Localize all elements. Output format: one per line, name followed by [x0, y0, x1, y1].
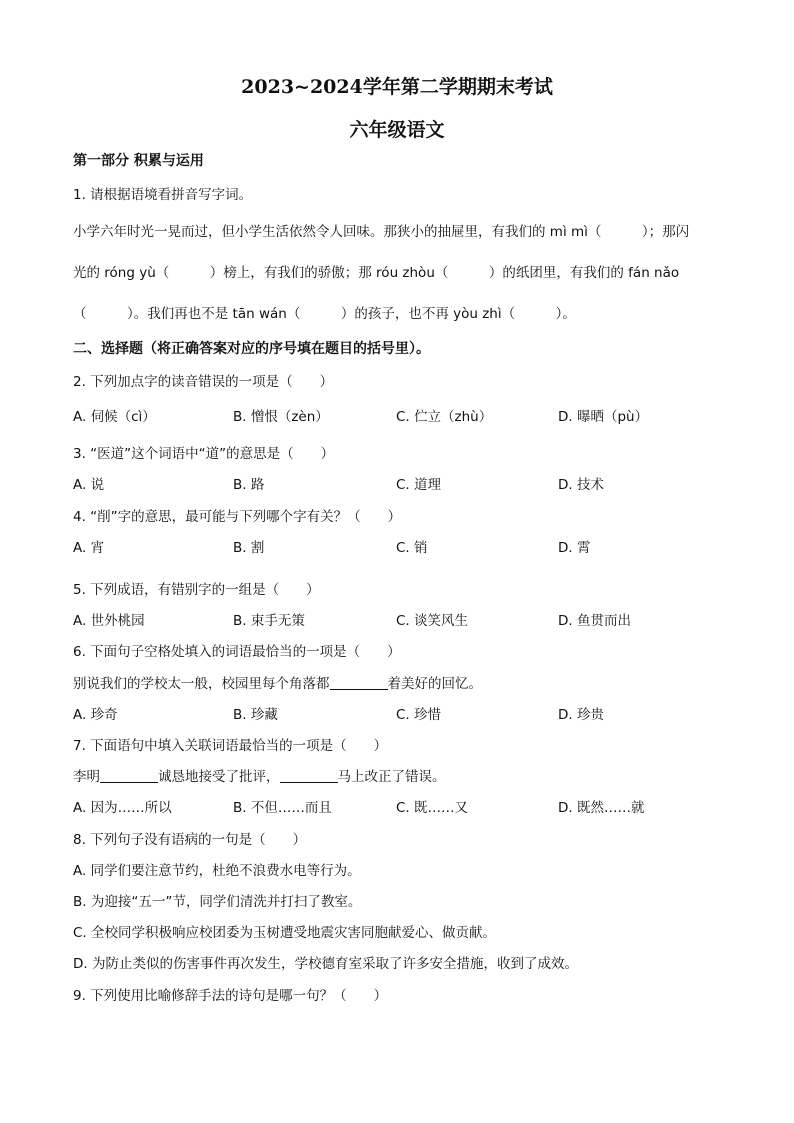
q7-blank-2: [280, 768, 338, 783]
q1-line2: 光的 róng yù（ ）榜上，有我们的骄傲；那 róu zhòu（ ）的纸团里，有我们的 fán nǎo: [73, 265, 680, 281]
q6-blank: [330, 675, 388, 690]
q7-option-c: C. 既……又: [396, 800, 469, 816]
q6-sentence-before: 别说我们的学校太一般，校园里每个角落都: [73, 676, 330, 692]
q6-stem: 6. 下面句子空格处填入的词语最恰当的一项是（ ）: [73, 644, 401, 660]
q8-option-d: D. 为防止类似的伤害事件再次发生，学校德育室采取了许多安全措施，收到了成效。: [73, 956, 578, 972]
q3-option-d: D. 技术: [558, 477, 604, 493]
q4-option-a: A. 宵: [73, 540, 105, 556]
q4-option-d: D. 霄: [558, 540, 591, 556]
q4-option-c: C. 销: [396, 540, 428, 556]
q7-sentence: [73, 765, 446, 785]
q5-stem: 5. 下列成语，有错别字的一组是（ ）: [73, 582, 320, 598]
q4-option-b: B. 割: [233, 540, 265, 556]
q3-option-c: C. 道理: [396, 477, 442, 493]
q2-option-c: C. 伫立（zhù）: [396, 409, 493, 425]
q5-option-c: C. 谈笑风生: [396, 613, 469, 629]
q1-line3: （ ）。我们再也不是 tān wán（ ）的孩子，也不再 yòu zhì（ ）。: [73, 306, 576, 322]
q2-option-d: D. 曝晒（pù）: [558, 409, 649, 425]
exam-subtitle: 六年级语文: [349, 119, 445, 141]
q3-stem: 3. “医道”这个词语中“道”的意思是（ ）: [73, 446, 335, 462]
q2-stem: 2. 下列加点字的读音错误的一项是（ ）: [73, 374, 334, 390]
q2-option-b: B. 憎恨（zèn）: [233, 409, 329, 425]
q8-stem: 8. 下列句子没有语病的一句是（ ）: [73, 832, 307, 848]
q7-option-a: A. 因为……所以: [73, 800, 172, 816]
q6-option-b: B. 珍藏: [233, 707, 278, 723]
q5-option-d: D. 鱼贯而出: [558, 613, 631, 629]
q8-option-b: B. 为迎接“五一”节，同学们清洗并打扫了教室。: [73, 894, 362, 910]
q6-option-c: C. 珍惜: [396, 707, 442, 723]
part2-heading: 二、选择题（将正确答案对应的序号填在题目的括号里）。: [73, 341, 430, 357]
q7-part-c: 马上改正了错误。: [337, 769, 446, 785]
q9-stem: 9. 下列使用比喻修辞手法的诗句是哪一句？（ ）: [73, 988, 388, 1004]
q6-sentence-after: 着美好的回忆。: [387, 676, 482, 692]
q1-prompt: 1. 请根据语境看拼音写字词。: [73, 187, 253, 203]
q6-sentence: [73, 672, 482, 692]
q3-option-a: A. 说: [73, 477, 105, 493]
part1-heading: 第一部分 积累与运用: [73, 153, 204, 169]
q4-stem: 4. “削”字的意思，最可能与下列哪个字有关？（ ）: [73, 509, 402, 525]
q6-option-a: A. 珍奇: [73, 707, 118, 723]
q7-option-d: D. 既然……就: [558, 800, 645, 816]
exam-title: 2023~2024学年第二学期期末考试: [241, 76, 553, 98]
q2-option-a: A. 伺候（cì）: [73, 409, 156, 425]
q8-option-a: A. 同学们要注意节约，杜绝不浪费水电等行为。: [73, 863, 361, 879]
q7-stem: 7. 下面语句中填入关联词语最恰当的一项是（ ）: [73, 738, 388, 754]
q7-option-b: B. 不但……而且: [233, 800, 332, 816]
q5-option-a: A. 世外桃园: [73, 613, 145, 629]
q5-option-b: B. 束手无策: [233, 613, 305, 629]
q7-part-a: 李明: [73, 769, 100, 785]
q7-blank-1: [100, 768, 158, 783]
q3-option-b: B. 路: [233, 477, 265, 493]
q8-option-c: C. 全校同学积极响应校团委为玉树遭受地震灾害同胞献爱心、做贡献。: [73, 925, 497, 941]
q7-part-b: 诚恳地接受了批评，: [158, 769, 280, 785]
q1-line1: 小学六年时光一晃而过，但小学生活依然令人回味。那狭小的抽屉里，有我们的 mì mì（ ）；那闪: [73, 224, 690, 240]
q6-option-d: D. 珍贵: [558, 707, 604, 723]
